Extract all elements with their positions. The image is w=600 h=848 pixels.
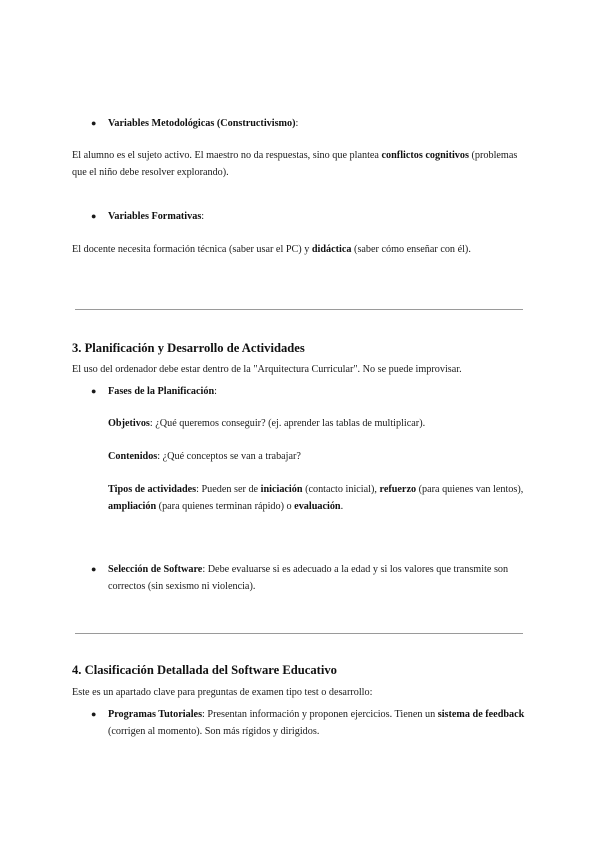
section-divider: [75, 633, 523, 634]
section-divider: [75, 309, 523, 310]
section4-heading: 4. Clasificación Detallada del Software Educativo: [72, 663, 337, 677]
formativas-title: Variables Formativas: [108, 211, 202, 222]
contenidos-item: Contenidos: ¿Qué conceptos se van a trabajar?: [108, 451, 301, 462]
formativas-title-line: Variables Formativas:: [108, 211, 205, 222]
tipos-item: Tipos de actividades: Pueden ser de iniciación (contacto inicial), refuerzo (para quienes van lentos), ampliación (para quienes terminan rápido) o evaluación.: [108, 484, 524, 512]
tutoriales-item: Programas Tutoriales: Presentan información y proponen ejercicios. Tienen un sistema de feedback (corrigen al momento). Son más rígidos y dirigidos.: [108, 709, 525, 737]
section3-intro: El uso del ordenador debe estar dentro de la "Arquitectura Curricular". No se puede improvisar.: [72, 364, 462, 375]
bullet: ●: [91, 118, 97, 128]
objetivos-item: Objetivos: ¿Qué queremos conseguir? (ej. aprender las tablas de multiplicar).: [108, 418, 426, 429]
bullet: ●: [91, 709, 97, 719]
seleccion-item: Selección de Software: Debe evaluarse si es adecuado a la edad y si los valores que transmite son correctos (sin sexismo ni violencia).: [108, 564, 509, 592]
metodologicas-paragraph: El alumno es el sujeto activo. El maestro no da respuestas, sino que plantea conflictos cognitivos (problemas que el niño debe resolver explorando).: [72, 150, 518, 178]
metodologicas-title: Variables Metodológicas (Constructivismo): [108, 118, 296, 129]
metodologicas-title-line: Variables Metodológicas (Constructivismo):: [108, 118, 299, 129]
section3-heading: 3. Planificación y Desarrollo de Actividades: [72, 341, 305, 355]
fases-title-line: Fases de la Planificación:: [108, 386, 217, 397]
formativas-paragraph: El docente necesita formación técnica (saber usar el PC) y didáctica (saber cómo enseñar con él).: [72, 244, 471, 255]
bullet: ●: [91, 211, 97, 221]
section4-intro: Este es un apartado clave para preguntas de examen tipo test o desarrollo:: [72, 687, 373, 698]
bullet: ●: [91, 564, 97, 574]
bullet: ●: [91, 386, 97, 396]
fases-title: Fases de la Planificación: [108, 386, 215, 397]
